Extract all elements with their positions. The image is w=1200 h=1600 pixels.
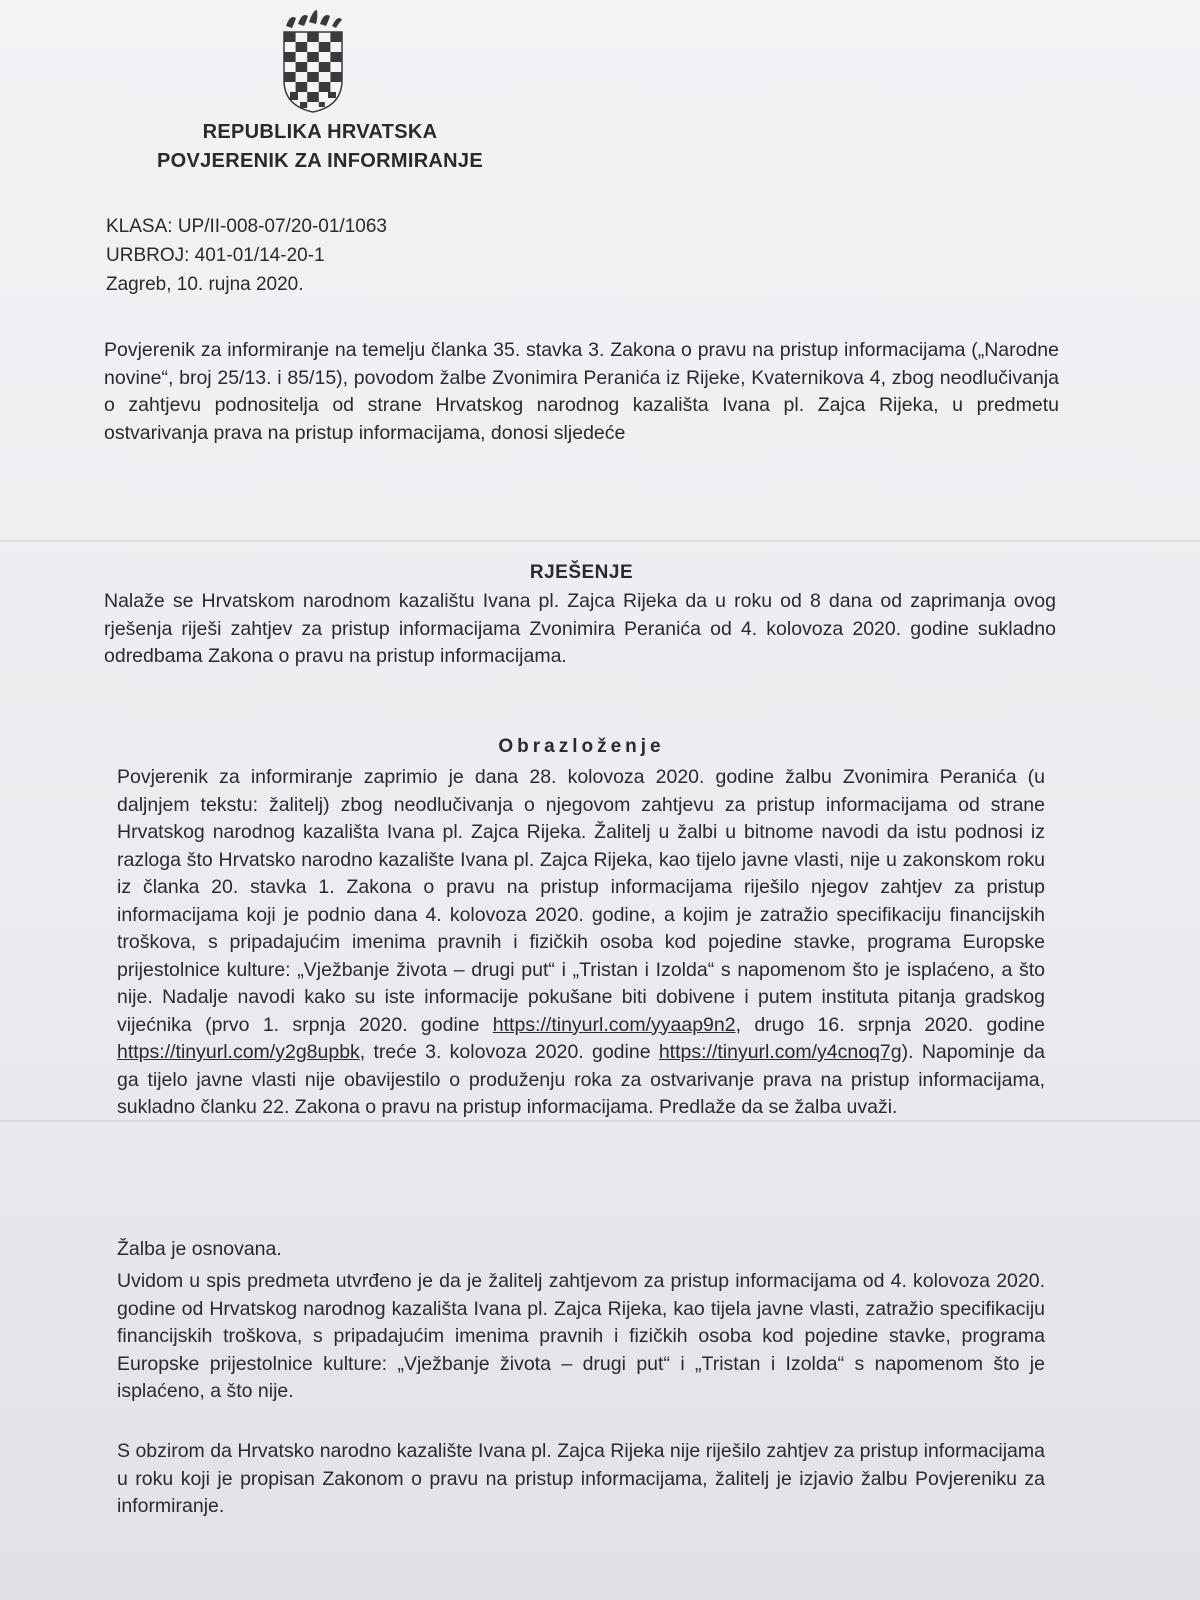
date-line: Zagreb, 10. rujna 2020. [106,274,304,295]
link-1[interactable]: https://tinyurl.com/yyaap9n2 [492,1013,736,1036]
urbroj-line: URBROJ: 401-01/14-20-1 [106,245,325,266]
reasoning-paragraph-2: Žalba je osnovana. [117,1238,282,1260]
link-3[interactable]: https://tinyurl.com/y4cnoq7g [658,1041,902,1063]
reasoning-paragraph-4: S obzirom da Hrvatsko narodno kazalište Ivana pl. Zajca Rijeka nije riješilo zahtjev za pristup informacijama u roku koji je propisan Zakonom o pravu na pristup informacijama, žalitelj je izjavio žalbu Povjereniku za informiranje. [117,1440,1045,1517]
letterhead-office: POVJERENIK ZA INFORMIRANJE [157,150,483,172]
intro-paragraph: Povjerenik za informiranje na temelju članka 35. stavka 3. Zakona o pravu na pristup informacijama („Narodne novine“, broj 25/13. i 85/15), povodom žalbe Zvonimira Peranića iz Rijeke, Kvaternikova 4, zbog neodlučivanja o zahtjevu podnositelja od strane Hrvatskog narodnog kazališta Ivana pl. Zajca Rijeka, u predmetu ostvarivanja prava na pristup informacijama, donosi sljedeće [104,339,1059,444]
document-meta [106,212,387,299]
letterhead [130,118,510,176]
link-2[interactable]: https://tinyurl.com/y2g8upbk [117,1041,360,1063]
reasoning-text: ). Napominje da ga tijelo javne vlasti nije obavijestilo o produženju roka za ostvarivanje prava na pristup informacijama, sukladno članku 22. Zakona o pravu na pristup informacijama. Predlaže da se žalba uvaži. [117,1041,1045,1118]
reasoning-paragraph-3: Uvidom u spis predmeta utvrđeno je da je žalitelj zahtjevom za pristup informacijama od 4. kolovoza 2020. godine od Hrvatskog narodnog kazališta Ivana pl. Zajca Rijeka, kao tijela javne vlasti, zatražio specifikaciju financijskih troškova, s pripadajućim imenima pravnih i fizičkih osoba kod pojedine stavke, programa Europske prijestolnice kulture: „Vježbanje života – drugi put“ i „Tristan i Izolda“ s napomenom što je isplaćeno, a što nije. [117,1270,1045,1402]
decision-paragraph: Nalaže se Hrvatskom narodnom kazalištu Ivana pl. Zajca Rijeka da u roku od 8 dana od zaprimanja ovog rješenja riješi zahtjev za pristup informacijama Zvonimira Peranića od 4. kolovoza 2020. godine sukladno odredbama Zakona o pravu na pristup informacijama. [104,590,1056,667]
reasoning-text: , treće 3. kolovoza 2020. godine [359,1041,651,1063]
letterhead-country: REPUBLIKA HRVATSKA [202,121,438,143]
decision-title: RJEŠENJE [529,562,634,583]
klasa-line: KLASA: UP/II-008-07/20-01/1063 [106,216,387,237]
paper-fold [0,540,1200,542]
reasoning-text: , drugo 16. srpnja 2020. godine [735,1013,1045,1036]
reasoning-title: Obrazloženje [498,736,665,757]
reasoning-text: Povjerenik za informiranje zaprimio je dana 28. kolovoza 2020. godine žalbu Zvonimira Peranića (u daljnjem tekstu: žalitelj) zbog neodlučivanja o njegovom zahtjevu za pristup informacijama od strane Hrvatskog narodnog kazališta Ivana pl. Zajca Rijeka. Žalitelj u žalbi u bitnome navodi da istu podnosi iz razloga što Hrvatsko narodno kazalište Ivana pl. Zajca Rijeka, kao tijelo javne vlasti, nije u zakonskom roku iz članka 20. stavka 1. Zakona o pravu na pristup informacijama riješilo njegov zahtjev za pristup informacijama koji je podnio dana 4. kolovoza 2020. godine, a kojim je zatražio specifikaciju financijskih troškova, s pripadajućim imenima pravnih i fizičkih osoba kod pojedine stavke, programa Europske prijestolnice kulture: „Vježbanje života – drugi put“ i „Tristan i Izolda“ s napomenom što je isplaćeno, a što nije. Nadalje navodi kako su iste informacije pokušane biti dobivene i putem instituta pitanja gradskog vijećnika (prvo 1. srpnja 2020. godine [117,766,1045,1036]
reasoning-paragraph-1 [117,764,1045,1122]
coat-of-arms-icon [282,8,344,114]
